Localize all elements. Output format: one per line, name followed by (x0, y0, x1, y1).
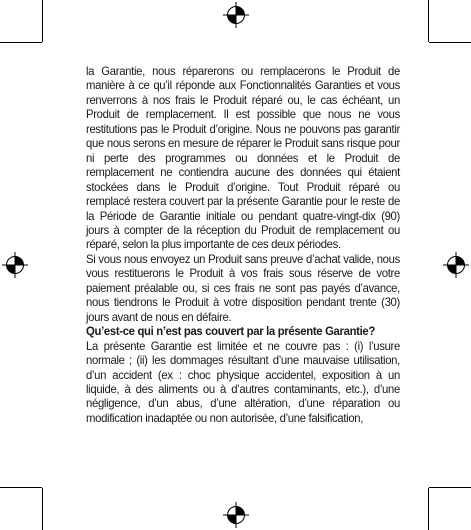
crop-mark-bottom-right-horizontal (429, 487, 471, 488)
section-heading-not-covered: Qu’est-ce qui n’est pas couvert par la présente Garantie? (86, 324, 375, 339)
paragraph-limitations: La présente Garantie est limitée et ne couvre pas : (i) l’usure normale ; (ii) les dommages résultant d’une mauvaise utilisation, d’un accident (ex : choc physique accidentel, exposition à un liquide, à des aliments ou à d’autres contaminants, etc.), d’une négligence, d’un abus, d’une altération, d’une réparation ou modification inadaptée ou non autorisée, d’une falsification, (86, 338, 400, 425)
paragraph-no-proof-of-purchase: Si vous nous envoyez un Produit sans preuve d’achat valide, nous vous restituerons le Produit à vos frais sous réserve de votre paiement préalable ou, si ces frais ne sont pas payés d’avance, nous tiendrons le Produit à votre disposition pendant trente (30) jours avant de nous en défaire. (86, 251, 400, 324)
registration-mark-left-icon (2, 252, 28, 278)
warranty-text-block (86, 64, 400, 425)
crop-mark-bottom-right-vertical (428, 488, 429, 530)
crop-mark-bottom-left-vertical (42, 488, 43, 530)
registration-mark-top-icon (223, 2, 249, 28)
registration-mark-bottom-icon (223, 502, 249, 528)
crop-mark-top-right-horizontal (429, 42, 471, 43)
crop-mark-top-left-horizontal (0, 42, 42, 43)
crop-mark-bottom-left-horizontal (0, 487, 42, 488)
crop-mark-top-left-vertical (42, 0, 43, 42)
registration-mark-right-icon (443, 252, 469, 278)
crop-mark-top-right-vertical (428, 0, 429, 42)
paragraph-repair-replacement: la Garantie, nous réparerons ou remplacerons le Produit de manière à ce qu’il réponde aux Fonctionnalités Garanties et vous renverrons à nos frais le Produit réparé ou, le cas échéant, un Produit de remplacement. Il est possible que nous ne vous restitutions pas le Produit d’origine. Nous ne pouvons pas garantir que nous serons en mesure de réparer le Produit sans risque pour ni perte des programmes ou données et le Produit de remplacement ne contiendra aucune des données qui étaient stockées dans le Produit d’origine. Tout Produit réparé ou remplacé restera couvert par la présente Garantie pour le reste de la Période de Garantie initiale ou pendant quatre-vingt-dix (90) jours à compter de la réception du Produit de remplacement ou réparé, selon la plus importante de ces deux périodes. (86, 64, 400, 252)
